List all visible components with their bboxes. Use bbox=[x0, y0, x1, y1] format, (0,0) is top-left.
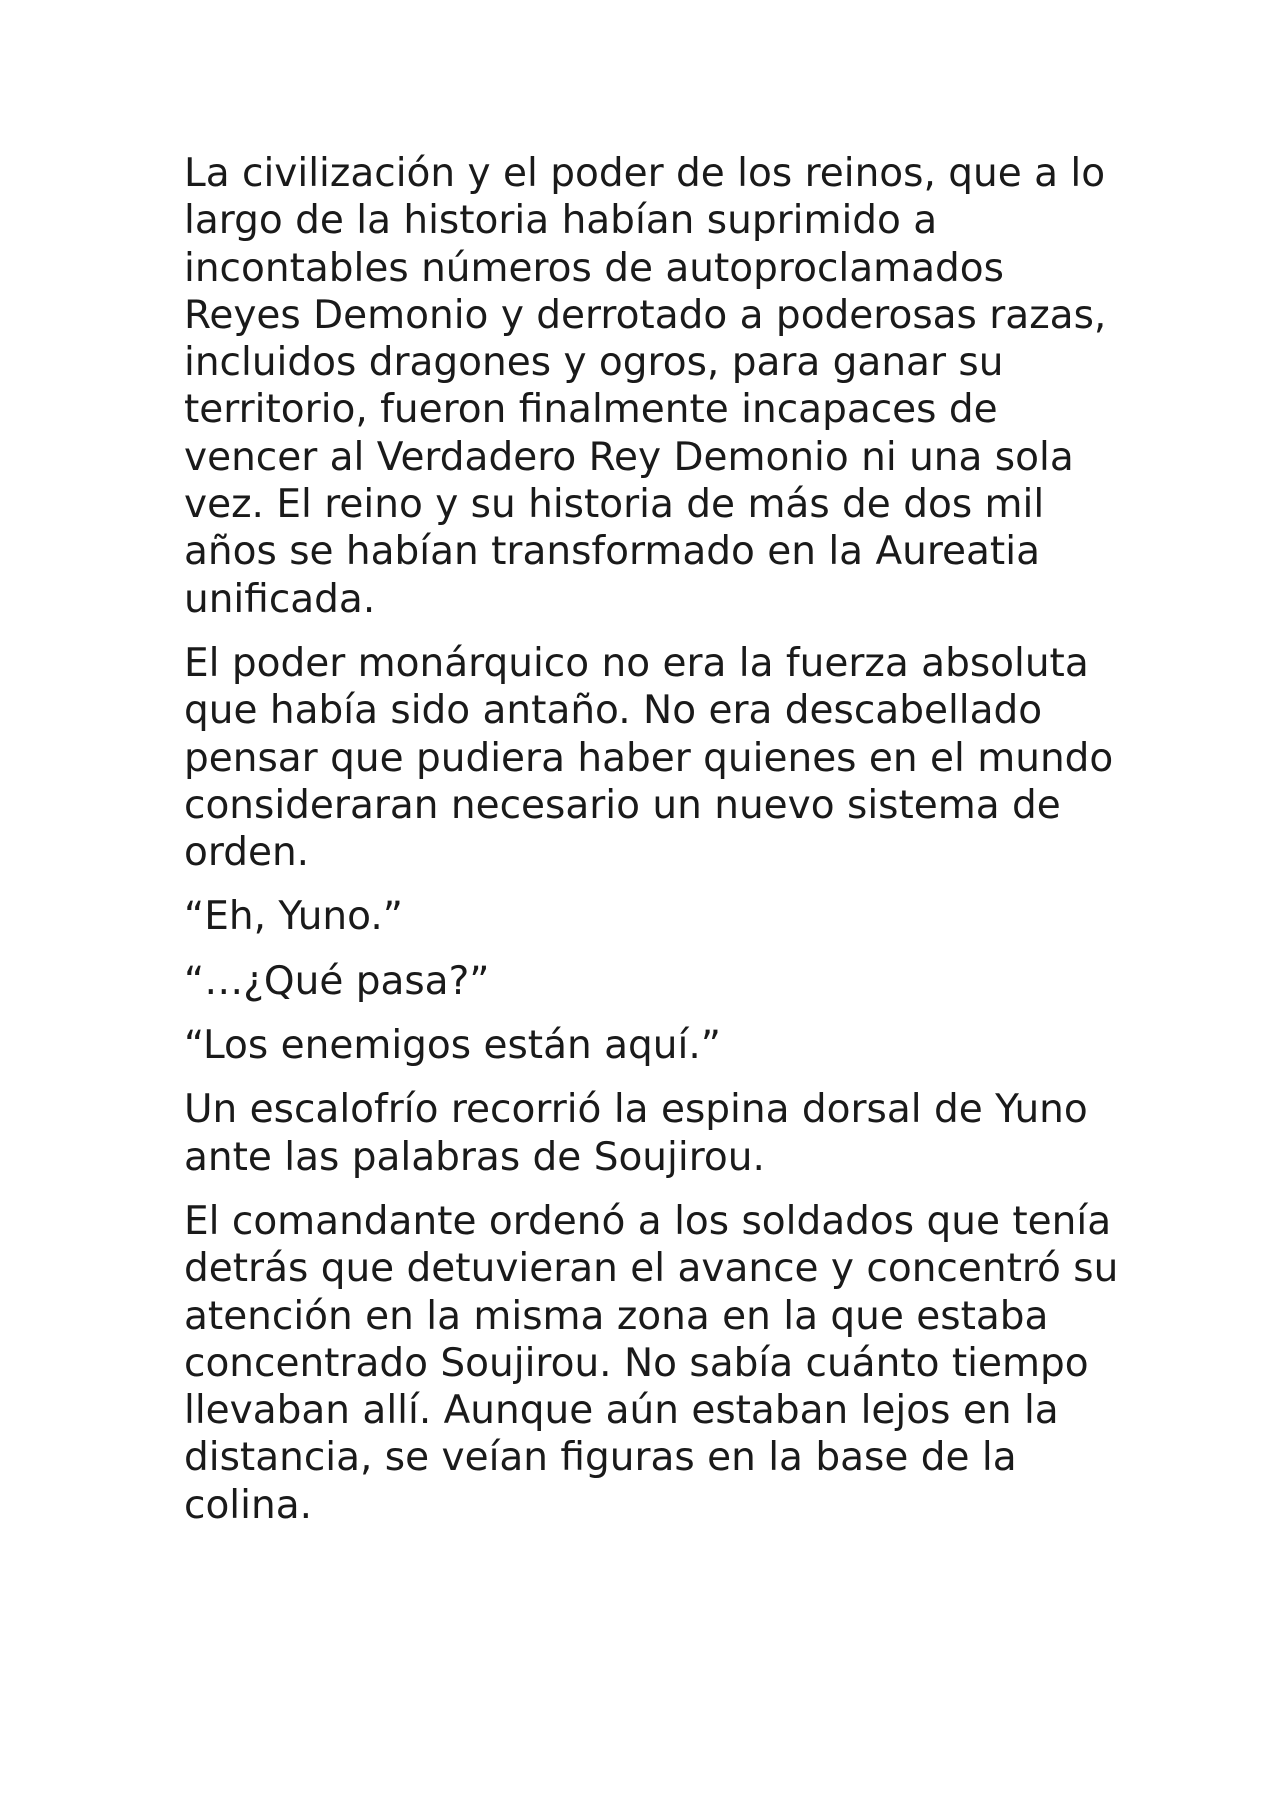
dialogue-3: “Los enemigos están aquí.” bbox=[184, 1023, 721, 1069]
paragraph-2: El poder monárquico no era la fuerza absoluta que había sido antaño. No era descabellado pensar que pudiera haber quienes en el mundo consideraran necesario un nuevo sistema de orden. bbox=[184, 640, 1114, 876]
paragraph-4: El comandante ordenó a los soldados que tenía detrás que detuvieran el avance y concentró su atención en la misma zona en la que estaba concentrado Soujirou. No sabía cuánto tiempo llevaban allí. Aunque aún estaban lejos en la distancia, se veían figuras en la base de la colina. bbox=[184, 1198, 1119, 1528]
paragraph-1: La civilización y el poder de los reinos, que a lo largo de la historia habían suprimido a incontables números de autoproclamados Reyes Demonio y derrotado a poderosas razas, incluidos dragones y ogros, para ganar su territorio, fueron finalmente incapaces de vencer al Verdadero Rey Demonio ni una sola vez. El reino y su historia de más de dos mil años se habían transformado en la Aureatia unificada. bbox=[184, 151, 1107, 622]
dialogue-1: “Eh, Yuno.” bbox=[184, 894, 403, 940]
page-body bbox=[184, 150, 1124, 1546]
paragraph-3: Un escalofrío recorrió la espina dorsal de Yuno ante las palabras de Soujirou. bbox=[184, 1087, 1088, 1180]
dialogue-2: “…¿Qué pasa?” bbox=[184, 958, 490, 1004]
